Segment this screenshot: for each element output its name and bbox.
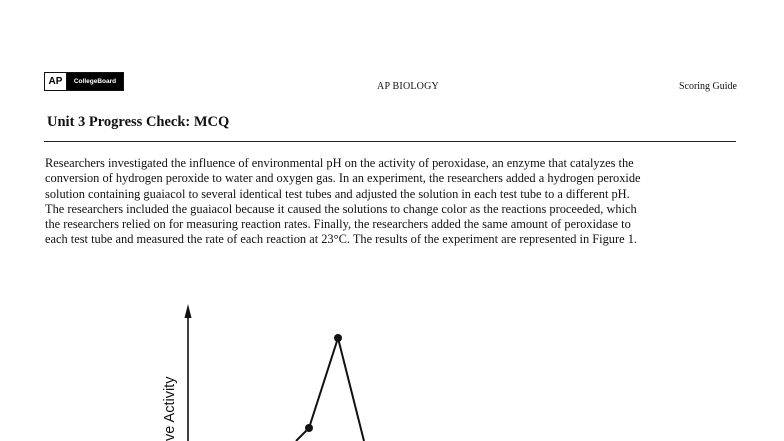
- activity-curve: [296, 334, 364, 441]
- paragraph-line: solution containing guaiacol to several identical test tubes and adjusted the solution in each test tube to a different pH.: [45, 186, 630, 201]
- y-axis-arrowhead: [185, 304, 192, 318]
- logo-ap-text: AP: [45, 73, 67, 90]
- page-title: Unit 3 Progress Check: MCQ: [47, 114, 230, 130]
- y-axis-label: ve Activity: [162, 376, 178, 441]
- header-scoring-guide: Scoring Guide: [678, 81, 737, 92]
- paragraph-line: The researchers included the guaiacol because it caused the solutions to change color as the reactions proceeded, which: [45, 201, 637, 216]
- paragraph-line: Researchers investigated the influence of environmental pH on the activity of peroxidase, an enzyme that catalyzes the: [45, 156, 634, 170]
- title-divider: [44, 141, 736, 142]
- paragraph-line: each test tube and measured the rate of each reaction at 23°C. The results of the experiment are represented in Figure 1.: [45, 232, 638, 247]
- paragraph-line: conversion of hydrogen peroxide to water and oxygen gas. In an experiment, the researchers added a hydrogen peroxide: [45, 171, 641, 186]
- question-stem-paragraph: [45, 156, 737, 248]
- y-axis: [185, 304, 192, 441]
- data-point: [305, 424, 313, 432]
- paragraph-line: the researchers relied on for measuring reaction rates. Finally, the researchers added the same amount of peroxidase to: [45, 217, 631, 232]
- logo-collegeboard-text: CollegeBoard: [67, 73, 123, 90]
- data-point: [334, 334, 342, 342]
- header-subject: AP BIOLOGY: [377, 81, 439, 92]
